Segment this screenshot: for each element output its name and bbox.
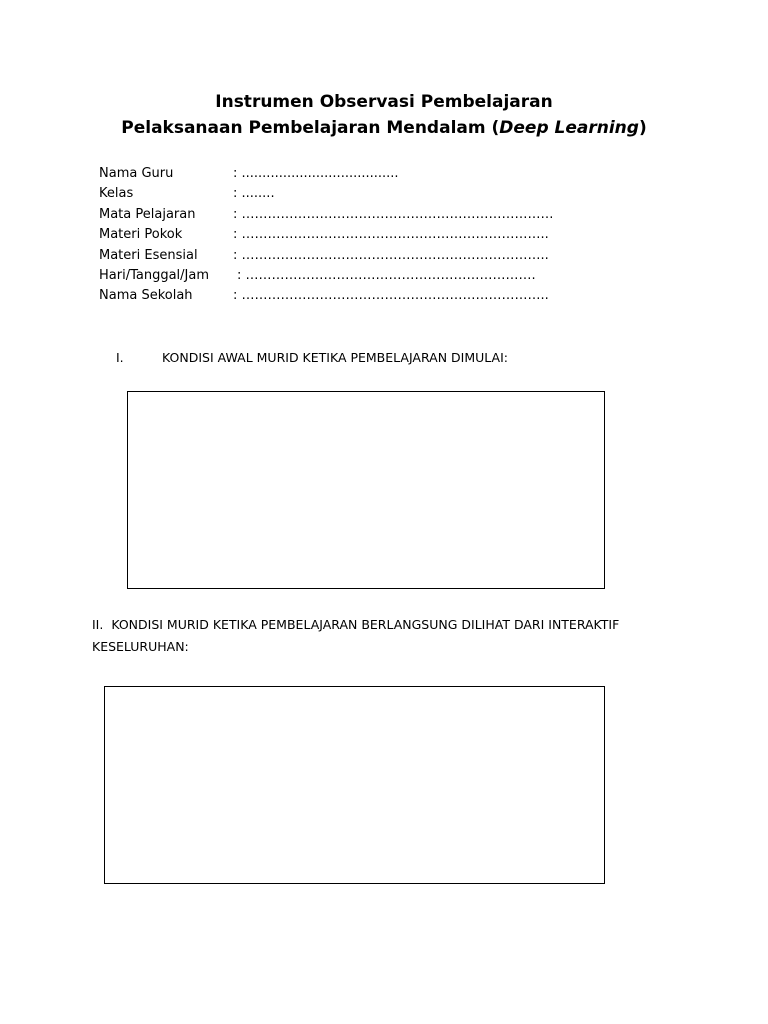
field-blank: : ...................................... <box>233 166 399 181</box>
subtitle-prefix: Pelaksanaan Pembelajaran Mendalam ( <box>121 118 500 138</box>
section-number: I. <box>116 350 124 365</box>
section-1-answer-box[interactable] <box>127 391 605 589</box>
field-blank: : …………………………………………………………….. <box>233 227 549 243</box>
field-blank: : …………………………………………………………….. <box>233 288 549 304</box>
section-number: II. <box>92 617 104 632</box>
field-label: Nama Guru <box>99 166 174 181</box>
section-1-heading <box>116 350 508 365</box>
section-2-heading <box>92 614 682 658</box>
field-label: Hari/Tanggal/Jam <box>99 267 209 283</box>
field-blank: : …………………………………………………………. <box>237 267 536 283</box>
section-2-answer-box[interactable] <box>104 686 605 884</box>
section-heading-text: KONDISI MURID KETIKA PEMBELAJARAN BERLANGSUNG DILIHAT DARI INTERAKTIF KESELURUHAN: <box>92 617 620 654</box>
field-blank: : ……………………………………………………………… <box>233 206 554 222</box>
field-label: Materi Esensial <box>99 247 198 263</box>
subtitle-italic: Deep Learning <box>499 118 639 138</box>
field-label: Kelas <box>99 186 134 202</box>
field-blank: : ........ <box>233 186 275 202</box>
field-blank: : …………………………………………………………….. <box>233 247 549 263</box>
field-label: Nama Sekolah <box>99 288 193 304</box>
form-subtitle <box>0 118 768 138</box>
subtitle-suffix: ) <box>638 118 647 138</box>
field-label: Materi Pokok <box>99 227 183 243</box>
field-label: Mata Pelajaran <box>99 206 196 222</box>
form-title: Instrumen Observasi Pembelajaran <box>215 92 553 112</box>
section-heading-text: KONDISI AWAL MURID KETIKA PEMBELAJARAN DIMULAI: <box>162 350 508 365</box>
